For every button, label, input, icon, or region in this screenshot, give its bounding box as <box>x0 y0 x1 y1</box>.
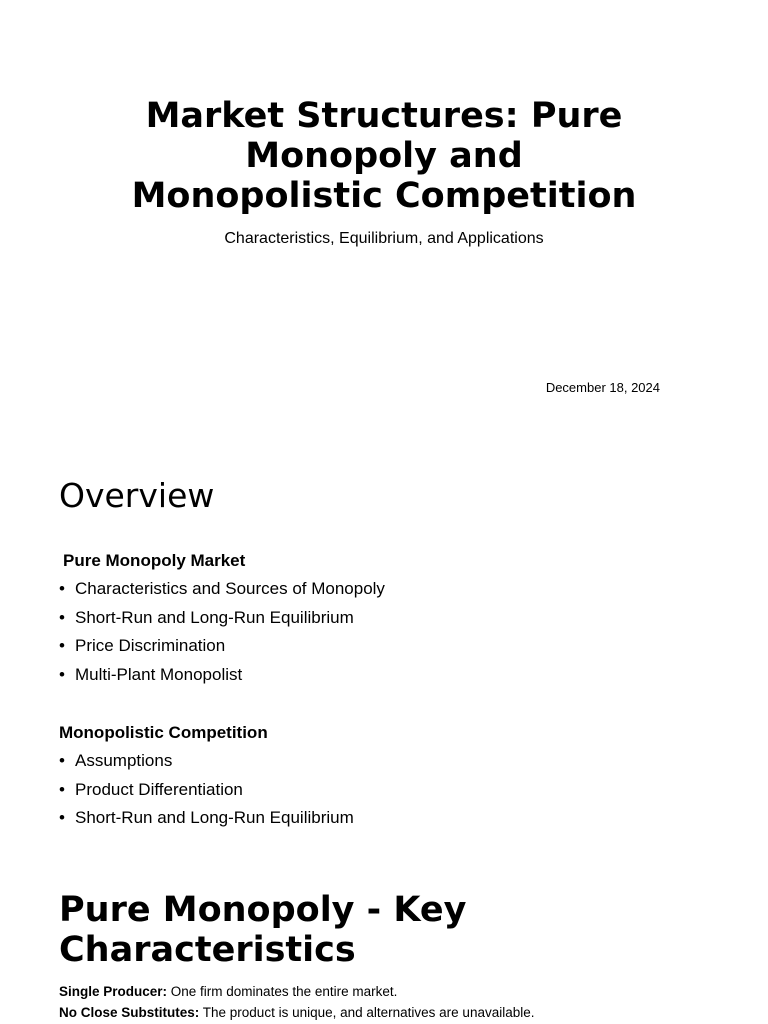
list-item-text: Multi-Plant Monopolist <box>75 665 243 685</box>
list-item <box>59 807 354 836</box>
characteristic-text: The product is unique, and alternatives are unavailable. <box>199 1005 535 1020</box>
bullet-icon: • <box>59 751 65 770</box>
list-item <box>59 664 385 693</box>
overview-title: Overview <box>59 476 215 515</box>
list-item-text: Characteristics and Sources of Monopoly <box>75 579 385 598</box>
bullet-icon: • <box>59 808 65 828</box>
list-item-text: Short-Run and Long-Run Equilibrium <box>75 607 354 627</box>
section-heading-pure-monopoly: Pure Monopoly Market <box>63 551 246 570</box>
title-line: Monopolistic Competition <box>131 176 637 216</box>
presentation-title <box>84 96 684 216</box>
bullet-icon: • <box>59 665 65 685</box>
bullet-icon: • <box>59 579 65 598</box>
title-line: Pure Monopoly - Key <box>59 890 467 930</box>
list-item <box>59 779 354 808</box>
list-item <box>59 607 385 636</box>
list-item-text: Assumptions <box>75 751 173 770</box>
list-item <box>59 635 385 664</box>
title-line: Monopoly and <box>245 136 523 176</box>
monopolistic-competition-list <box>59 750 354 836</box>
list-item-text: Short-Run and Long-Run Equilibrium <box>75 808 354 828</box>
bullet-icon: • <box>59 779 65 799</box>
characteristic-text: One firm dominates the entire market. <box>167 984 398 999</box>
characteristics-title <box>59 890 466 970</box>
list-item-text: Price Discrimination <box>75 636 226 656</box>
pure-monopoly-list <box>59 578 385 693</box>
list-item-text: Product Differentiation <box>75 779 243 799</box>
list-item <box>59 578 385 607</box>
bullet-icon: • <box>59 636 65 656</box>
characteristic-item <box>59 1004 535 1022</box>
presentation-subtitle: Characteristics, Equilibrium, and Applications <box>224 230 544 247</box>
title-line: Market Structures: Pure <box>145 96 623 136</box>
characteristic-term: Single Producer: <box>59 984 168 999</box>
characteristic-item <box>59 983 397 1001</box>
presentation-date: December 18, 2024 <box>545 380 660 395</box>
section-heading-monopolistic-competition: Monopolistic Competition <box>59 723 268 742</box>
title-line: Characteristics <box>59 930 356 970</box>
characteristic-term: No Close Substitutes: <box>59 1005 200 1020</box>
bullet-icon: • <box>59 607 65 627</box>
list-item <box>59 750 354 779</box>
